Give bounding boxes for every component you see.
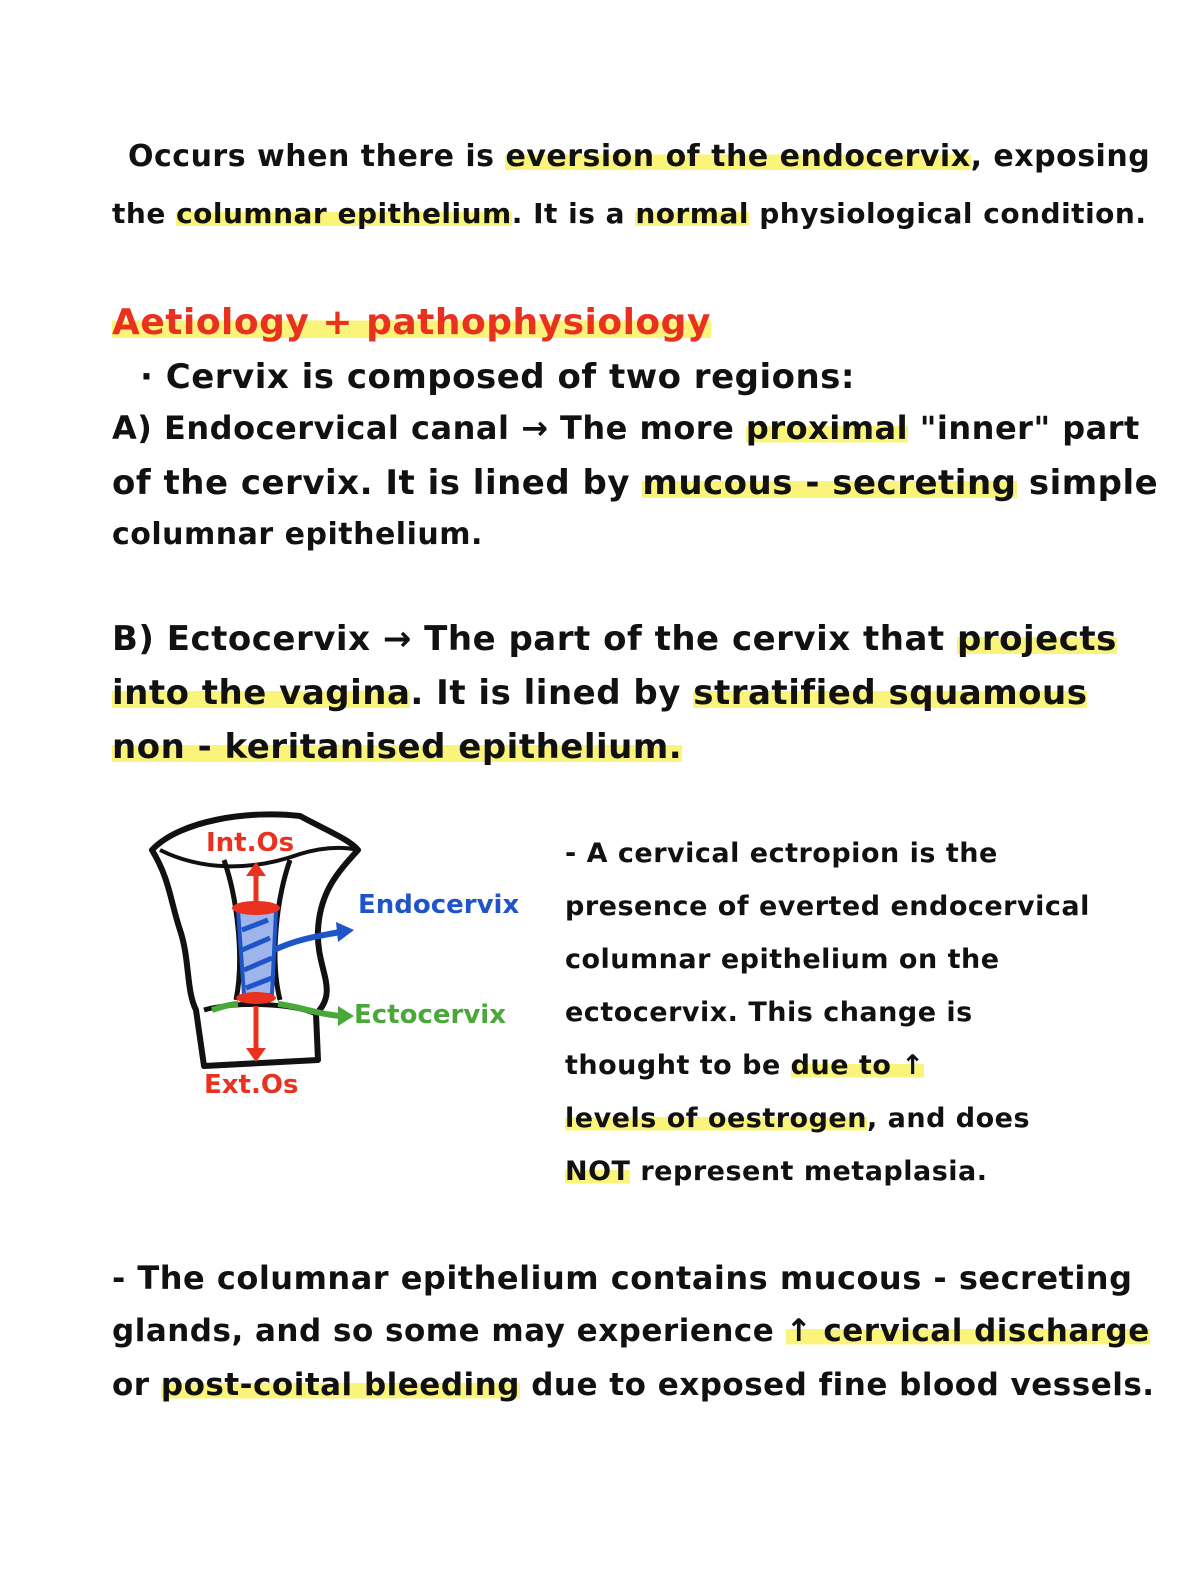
region-b-line-1	[112, 619, 1117, 659]
intro-text: Occurs when there is	[128, 139, 506, 174]
intro-text: physiological condition.	[748, 197, 1147, 230]
highlight-columnar: columnar epithelium	[176, 197, 512, 230]
section-heading	[112, 302, 711, 343]
cervix-illustration	[140, 810, 560, 1130]
highlight-cervical-discharge: ↑ cervical discharge	[785, 1313, 1150, 1349]
region-b-text: . It is lined by	[410, 673, 694, 713]
canal-right-wall	[275, 860, 290, 1000]
intro-text: the	[112, 197, 177, 230]
ectocervix-arrow	[278, 1004, 340, 1016]
region-b-line-3	[112, 727, 683, 767]
endocervix-arrow	[274, 932, 340, 950]
intro-text: , exposing	[970, 139, 1151, 174]
region-a-text: of the cervix. It is lined by	[112, 463, 643, 503]
intro-line-1	[128, 139, 1151, 174]
discharge-line-3	[112, 1367, 1155, 1403]
region-a-line-2	[112, 463, 1159, 503]
ectropion-line-7	[565, 1158, 988, 1185]
region-b-line-2	[112, 673, 1088, 713]
discharge-line-1: - The columnar epithelium contains mucous - secreting	[112, 1259, 1133, 1297]
highlight-not: NOT	[565, 1156, 631, 1187]
endocervix-label: Endocervix	[358, 890, 520, 920]
ectropion-text: represent metaplasia.	[630, 1156, 988, 1187]
endocervix-arrowhead	[336, 922, 354, 942]
region-a-line-1	[112, 409, 1140, 447]
discharge-text: or	[112, 1367, 161, 1403]
ectropion-line-4: ectocervix. This change is	[565, 997, 973, 1028]
region-a-text: A) Endocervical canal → The more	[112, 409, 746, 447]
ectocervix-arrowhead	[338, 1006, 354, 1026]
ectocervix-label: Ectocervix	[354, 1000, 506, 1030]
ectropion-line-2: presence of everted endocervical	[565, 891, 1090, 922]
region-a-text: simple	[1016, 463, 1159, 503]
intro-text: . It is a	[511, 197, 636, 230]
region-a-text: "inner" part	[908, 409, 1140, 447]
ectropion-line-3: columnar epithelium on the	[565, 944, 1000, 975]
discharge-text: glands, and so some may experience	[112, 1313, 786, 1349]
regions-intro: · Cervix is composed of two regions:	[140, 357, 856, 397]
discharge-text: due to exposed fine blood vessels.	[519, 1367, 1155, 1403]
highlight-mucous-secreting: mucous - secreting	[642, 463, 1017, 503]
highlight-stratified: stratified squamous	[693, 673, 1088, 713]
discharge-line-2	[112, 1313, 1150, 1349]
ext-os-label: Ext.Os	[204, 1070, 299, 1100]
highlight-projects: projects	[957, 619, 1117, 659]
external-os-marker	[236, 992, 276, 1004]
ectropion-text: thought to be	[565, 1050, 791, 1081]
region-a-line-3: columnar epithelium.	[112, 517, 483, 552]
highlight-eversion: eversion of the endocervix	[505, 139, 971, 174]
ectropion-line-1: - A cervical ectropion is the	[565, 838, 998, 869]
int-os-label: Int.Os	[206, 828, 295, 858]
ectropion-text: , and does	[866, 1103, 1031, 1134]
highlight-non-keritanised: non - keritanised epithelium.	[112, 727, 683, 767]
canal-left-wall	[224, 860, 240, 1000]
highlight-normal: normal	[635, 197, 749, 230]
highlight-vagina: into the vagina	[112, 673, 411, 713]
highlight-post-coital: post-coital bleeding	[160, 1367, 520, 1403]
highlight-proximal: proximal	[745, 409, 909, 447]
highlight-due-to: due to ↑	[790, 1050, 925, 1081]
ectropion-line-6	[565, 1105, 1030, 1132]
ectropion-line-5	[565, 1052, 924, 1079]
intro-line-2	[112, 197, 1147, 230]
region-b-text: B) Ectocervix → The part of the cervix that	[112, 619, 958, 659]
heading-text: Aetiology + pathophysiology	[112, 302, 711, 343]
internal-os-marker	[232, 901, 280, 915]
cervix-diagram	[140, 810, 560, 1130]
highlight-oestrogen: levels of oestrogen	[565, 1103, 867, 1134]
